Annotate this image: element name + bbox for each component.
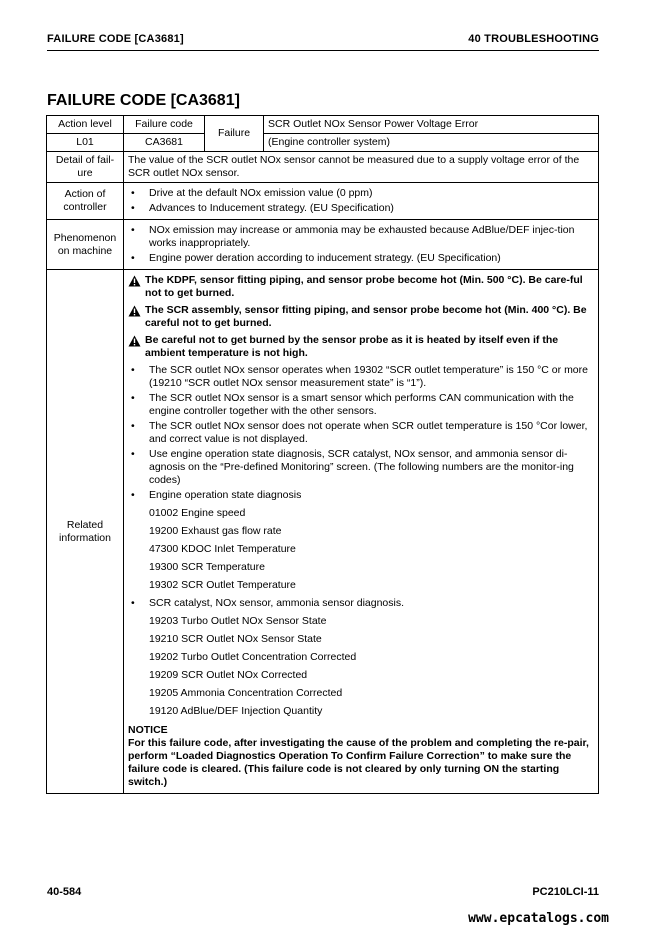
list-item: • Drive at the default NOx emission value (0 ppm) xyxy=(128,187,594,200)
monitoring-code: 01002 Engine speed xyxy=(149,507,246,519)
bullet-icon: • xyxy=(131,224,135,236)
related-info-content xyxy=(124,270,599,794)
bullet-icon: • xyxy=(131,489,135,501)
monitoring-code: 19120 AdBlue/DEF Injection Quantity xyxy=(149,705,323,717)
bullet-icon: • xyxy=(131,252,135,264)
failure-system: (Engine controller system) xyxy=(264,134,599,152)
header-chapter-title: 40 TROUBLESHOOTING xyxy=(468,33,599,45)
monitoring-code: 19300 SCR Temperature xyxy=(149,561,265,573)
bullet-icon: • xyxy=(131,420,135,432)
monitoring-code: 19210 SCR Outlet NOx Sensor State xyxy=(149,633,322,645)
monitoring-code: 19202 Turbo Outlet Concentration Corrected xyxy=(149,651,357,663)
detail-text: The value of the SCR outlet NOx sensor cannot be measured due to a supply voltage error of the SCR outlet NOx sensor. xyxy=(124,152,599,183)
warning-triangle-icon xyxy=(128,274,145,300)
phenomenon-label: Phenomenon on machine xyxy=(47,220,124,270)
action-level-label: Action level xyxy=(47,116,124,134)
monitoring-code: 19205 Ammonia Concentration Corrected xyxy=(149,687,343,699)
monitoring-code: 19302 SCR Outlet Temperature xyxy=(149,579,296,591)
model-name: PC210LCI-11 xyxy=(532,886,599,898)
bullet-icon: • xyxy=(131,392,135,404)
list-item: • Engine operation state diagnosis xyxy=(128,489,594,502)
list-item: • The SCR outlet NOx sensor is a smart sensor which performs CAN communication with the engine controller together with the other sensors. xyxy=(128,392,594,418)
failure-label: Failure xyxy=(205,116,264,152)
warning-item: The KDPF, sensor fitting piping, and sensor probe become hot (Min. 500 °C). Be care-ful not to get burned. xyxy=(128,274,594,300)
bullet-icon: • xyxy=(131,597,135,609)
notice-text: For this failure code, after investigating the cause of the problem and completing the re-pair, perform “Loaded Diagnostics Operation To Confirm Failure Correction” to make sure the failure code is cleared. (This failure code is not cleared by only turning ON the starting switch.) xyxy=(128,737,589,788)
list-item: • Advances to Inducement strategy. (EU Specification) xyxy=(128,202,594,215)
failure-name: SCR Outlet NOx Sensor Power Voltage Error xyxy=(264,116,599,134)
monitoring-code: 19200 Exhaust gas flow rate xyxy=(149,525,282,537)
list-item: • The SCR outlet NOx sensor does not operate when SCR outlet temperature is 150 °Cor lower, and correct value is not displayed. xyxy=(128,420,594,446)
warning-triangle-icon xyxy=(128,334,145,360)
website-watermark: www.epcatalogs.com xyxy=(468,911,609,926)
warning-item: Be careful not to get burned by the sensor probe as it is heated by itself even if the ambient temperature is not high. xyxy=(128,334,594,360)
failure-code-label: Failure code xyxy=(124,116,205,134)
page-number: 40-584 xyxy=(47,886,82,898)
warning-triangle-icon xyxy=(128,304,145,330)
monitoring-code: 19209 SCR Outlet NOx Corrected xyxy=(149,669,308,681)
action-controller-list xyxy=(124,183,599,220)
phenomenon-list xyxy=(124,220,599,270)
detail-label: Detail of fail-ure xyxy=(47,152,124,183)
list-item: • Use engine operation state diagnosis, SCR catalyst, NOx sensor, and ammonia sensor di-agnosis on the “Pre-defined Monitoring” screen. (The following numbers are the monitor-ing codes) xyxy=(128,448,594,487)
warning-item: The SCR assembly, sensor fitting piping, and sensor probe become hot (Min. 400 °C). Be careful not to get burned. xyxy=(128,304,594,330)
list-item: • SCR catalyst, NOx sensor, ammonia sensor diagnosis. xyxy=(128,597,594,610)
action-controller-label: Action of controller xyxy=(47,183,124,220)
failure-code-value: CA3681 xyxy=(124,134,205,152)
header-section-title: FAILURE CODE [CA3681] xyxy=(47,33,184,45)
list-item: • The SCR outlet NOx sensor operates when 19302 “SCR outlet temperature” is 150 °C or more (19210 “SCR outlet NOx sensor measurement state” is “1”). xyxy=(128,364,594,390)
monitoring-code: 19203 Turbo Outlet NOx Sensor State xyxy=(149,615,327,627)
monitoring-code: 47300 KDOC Inlet Temperature xyxy=(149,543,296,555)
list-item: • Engine power deration according to inducement strategy. (EU Specification) xyxy=(128,252,594,265)
bullet-icon: • xyxy=(131,187,135,199)
failure-code-table xyxy=(46,115,599,794)
notice-heading: NOTICE xyxy=(128,724,168,736)
list-item: • NOx emission may increase or ammonia may be exhausted because AdBlue/DEF injec-tion works inappropriately. xyxy=(128,224,594,250)
page-title: FAILURE CODE [CA3681] xyxy=(47,92,240,109)
bullet-icon: • xyxy=(131,448,135,460)
bullet-icon: • xyxy=(131,364,135,376)
related-info-label: Related information xyxy=(47,270,124,794)
action-level-value: L01 xyxy=(47,134,124,152)
header-divider xyxy=(47,50,599,51)
bullet-icon: • xyxy=(131,202,135,214)
